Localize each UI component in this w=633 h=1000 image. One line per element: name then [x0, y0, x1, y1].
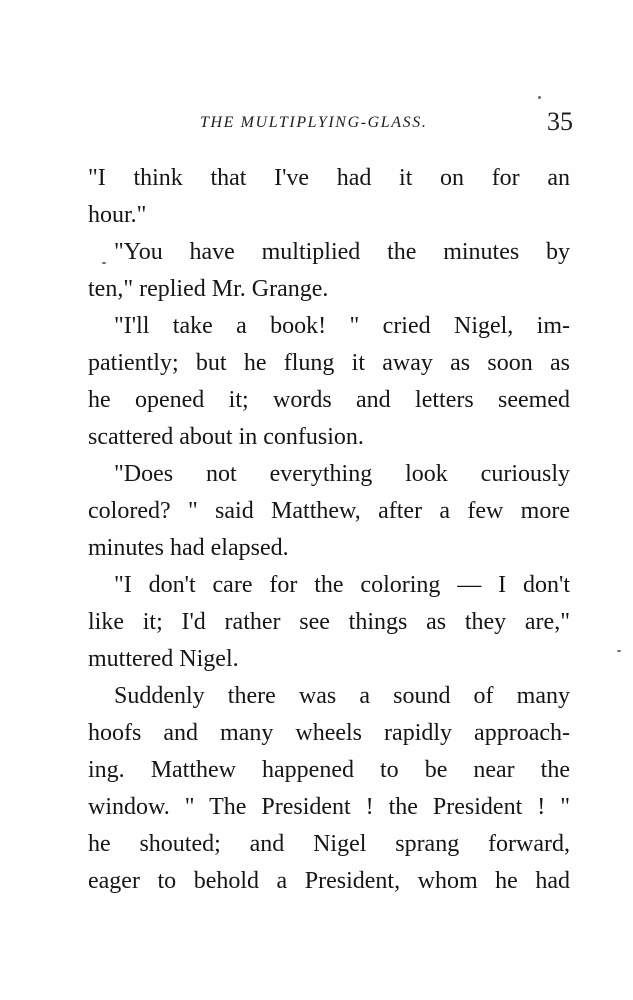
text-line: ten," replied Mr. Grange. — [88, 276, 329, 302]
body-text — [88, 160, 570, 900]
text-line: muttered Nigel. — [88, 646, 239, 672]
text-line: hour." — [88, 202, 147, 228]
text-line: eager to behold a President, whom he had — [88, 868, 570, 894]
page-number: 35 — [547, 107, 573, 136]
text-line: Suddenly there was a sound of many — [114, 683, 570, 709]
text-line: ing. Matthew happened to be near the — [88, 757, 570, 783]
text-line: "I think that I've had it on for an — [88, 165, 570, 191]
text-line: "Does not everything look curiously — [114, 461, 570, 487]
text-line: hoofs and many wheels rapidly approach- — [88, 720, 570, 746]
running-head — [88, 107, 573, 139]
text-line: colored? " said Matthew, after a few more — [88, 498, 570, 524]
text-line: he shouted; and Nigel sprang forward, — [88, 831, 570, 857]
paper-speck — [102, 262, 106, 264]
text-line: window. " The President ! the President ! " — [88, 794, 570, 820]
text-line: he opened it; words and letters seemed — [88, 387, 570, 413]
text-line: "I'll take a book! " cried Nigel, im- — [114, 313, 570, 339]
text-line: like it; I'd rather see things as they are," — [88, 609, 570, 635]
text-line: minutes had elapsed. — [88, 535, 289, 561]
text-line: patiently; but he flung it away as soon as — [88, 350, 570, 376]
paper-speck — [617, 650, 621, 652]
text-line: "You have multiplied the minutes by — [114, 239, 570, 265]
paper-speck — [538, 96, 541, 99]
text-line: scattered about in confusion. — [88, 424, 364, 450]
running-title: THE MULTIPLYING-GLASS. — [200, 114, 428, 131]
text-line: "I don't care for the coloring — I don't — [114, 572, 570, 598]
